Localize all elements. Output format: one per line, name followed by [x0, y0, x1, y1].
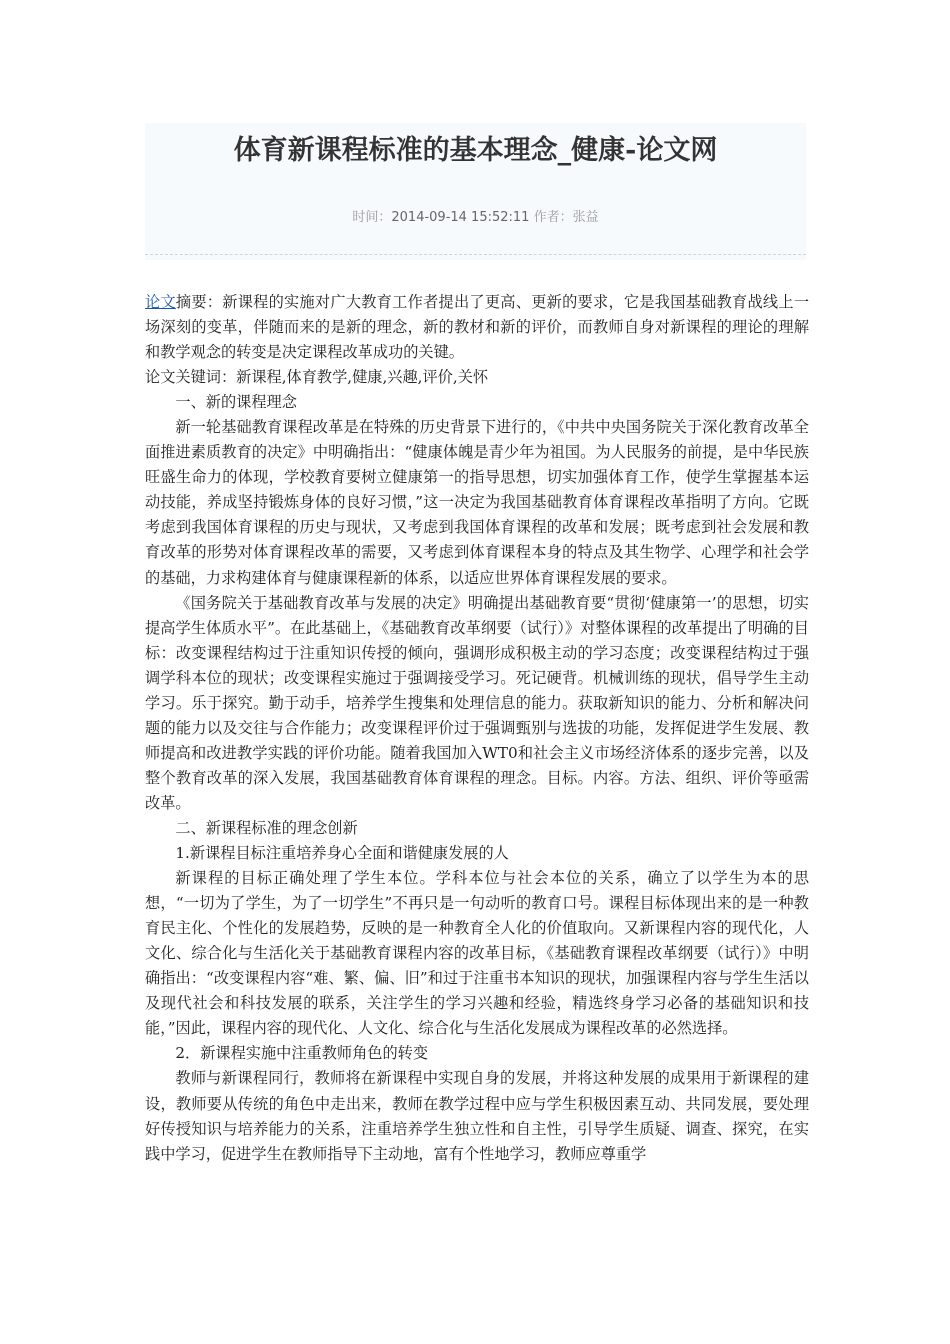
paragraph: 新一轮基础教育课程改革是在特殊的历史背景下进行的，《中共中央国务院关于深化教育改革全面推进素质教育的决定》中明确指出：“健康体魄是青少年为祖国。为人民服务的前提，是中华民族旺盛生命力的体现，学校教育要树立健康第一的指导思想，切实加强体育工作，使学生掌握基本运动技能，养成坚持锻炼身体的良好习惯，”这一决定为我国基础教育体育课程改革指明了方向。它既考虑到我国体育课程的历史与现状，又考虑到我国体育课程的改革和发展；既考虑到社会发展和教育改革的形势对体育课程改革的需要，又考虑到体育课程本身的特点及其生物学、心理学和社会学的基础，力求构建体育与健康课程新的体系，以适应世界体育课程发展的要求。	[145, 418, 809, 587]
article-title: 体育新课程标准的基本理念_健康-论文网	[233, 135, 718, 166]
keywords: 论文关键词：新课程,体育教学,健康,兴趣,评价,关怀	[145, 368, 489, 387]
article-meta	[145, 207, 806, 229]
section-heading: 二、新课程标准的理念创新	[175, 818, 358, 837]
abstract-text: 摘要：新课程的实施对广大教育工作者提出了更高、更新的要求，它是我国基础教育战线上一场深刻的变革，伴随而来的是新的理念，新的教材和新的评价，而教师自身对新课程的理论的理解和教学观念的转变是决定课程改革成功的关键。	[145, 293, 810, 362]
header-divider	[145, 254, 806, 255]
author-name: 张益	[572, 210, 599, 225]
subsection-heading: 2．新课程实施中注重教师角色的转变	[175, 1044, 429, 1063]
paragraph: 教师与新课程同行，教师将在新课程中实现自身的发展，并将这种发展的成果用于新课程的建设，教师要从传统的角色中走出来，教师在教学过程中应与学生积极因素互动、共同发展，要处理好传授知识与培养能力的关系，注重培养学生独立性和自主性，引导学生质疑、调查、探究，在实践中学习，促进学生在教师指导下主动地，富有个性地学习，教师应尊重学	[145, 1069, 809, 1163]
author-label: 作者：	[533, 210, 573, 225]
abstract	[145, 290, 809, 365]
paragraph: 新课程的目标正确处理了学生本位。学科本位与社会本位的关系，确立了以学生为本的思想，“一切为了学生，为了一切学生”不再只是一句动听的教育口号。课程目标体现出来的是一种教育民主化、个性化的发展趋势，反映的是一种教育全人化的价值取向。又新课程内容的现代化，人文化、综合化与生活化关于基础教育课程内容的改革目标，《基础教育课程改革纲要（试行）》中明确指出：“改变课程内容“难、繁、偏、旧”和过于注重书本知识的现状，加强课程内容与学生生活以及现代社会和科技发展的联系，关注学生的学习兴趣和经验，精选终身学习必备的基础知识和技能，”因此，课程内容的现代化、人文化、综合化与生活化发展成为课程改革的必然选择。	[145, 869, 809, 1038]
section-heading: 一、新的课程理念	[175, 393, 297, 412]
time-label: 时间：	[352, 210, 392, 225]
subsection-heading: 1.新课程目标注重培养身心全面和谐健康发展的人	[175, 844, 509, 863]
paper-link[interactable]: 论文	[145, 293, 176, 311]
paragraph: 《国务院关于基础教育改革与发展的决定》明确提出基础教育要“贯彻‘健康第一’的思想，切实提高学生体质水平”。在此基础上，《基础教育改革纲要（试行）》对整体课程的改革提出了明确的目标：改变课程结构过于注重知识传授的倾向，强调形成积极主动的学习态度；改变课程结构过于强调学科本位的现状；改变课程实施过于强调接受学习。死记硬背。机械训练的现状，倡导学生主动学习。乐于探究。勤于动手，培养学生搜集和处理信息的能力。获取新知识的能力、分析和解决问题的能力以及交往与合作能力；改变课程评价过于强调甄别与选拔的功能，发挥促进学生发展、教师提高和改进教学实践的评价功能。随着我国加入WT0和社会主义市场经济体系的逐步完善，以及整个教育改革的深入发展，我国基础教育体育课程的理念。目标。内容。方法、组织、评价等亟需改革。	[145, 593, 809, 812]
publish-time: 2014-09-14 15:52:11	[391, 210, 530, 225]
article-body	[145, 290, 809, 1167]
